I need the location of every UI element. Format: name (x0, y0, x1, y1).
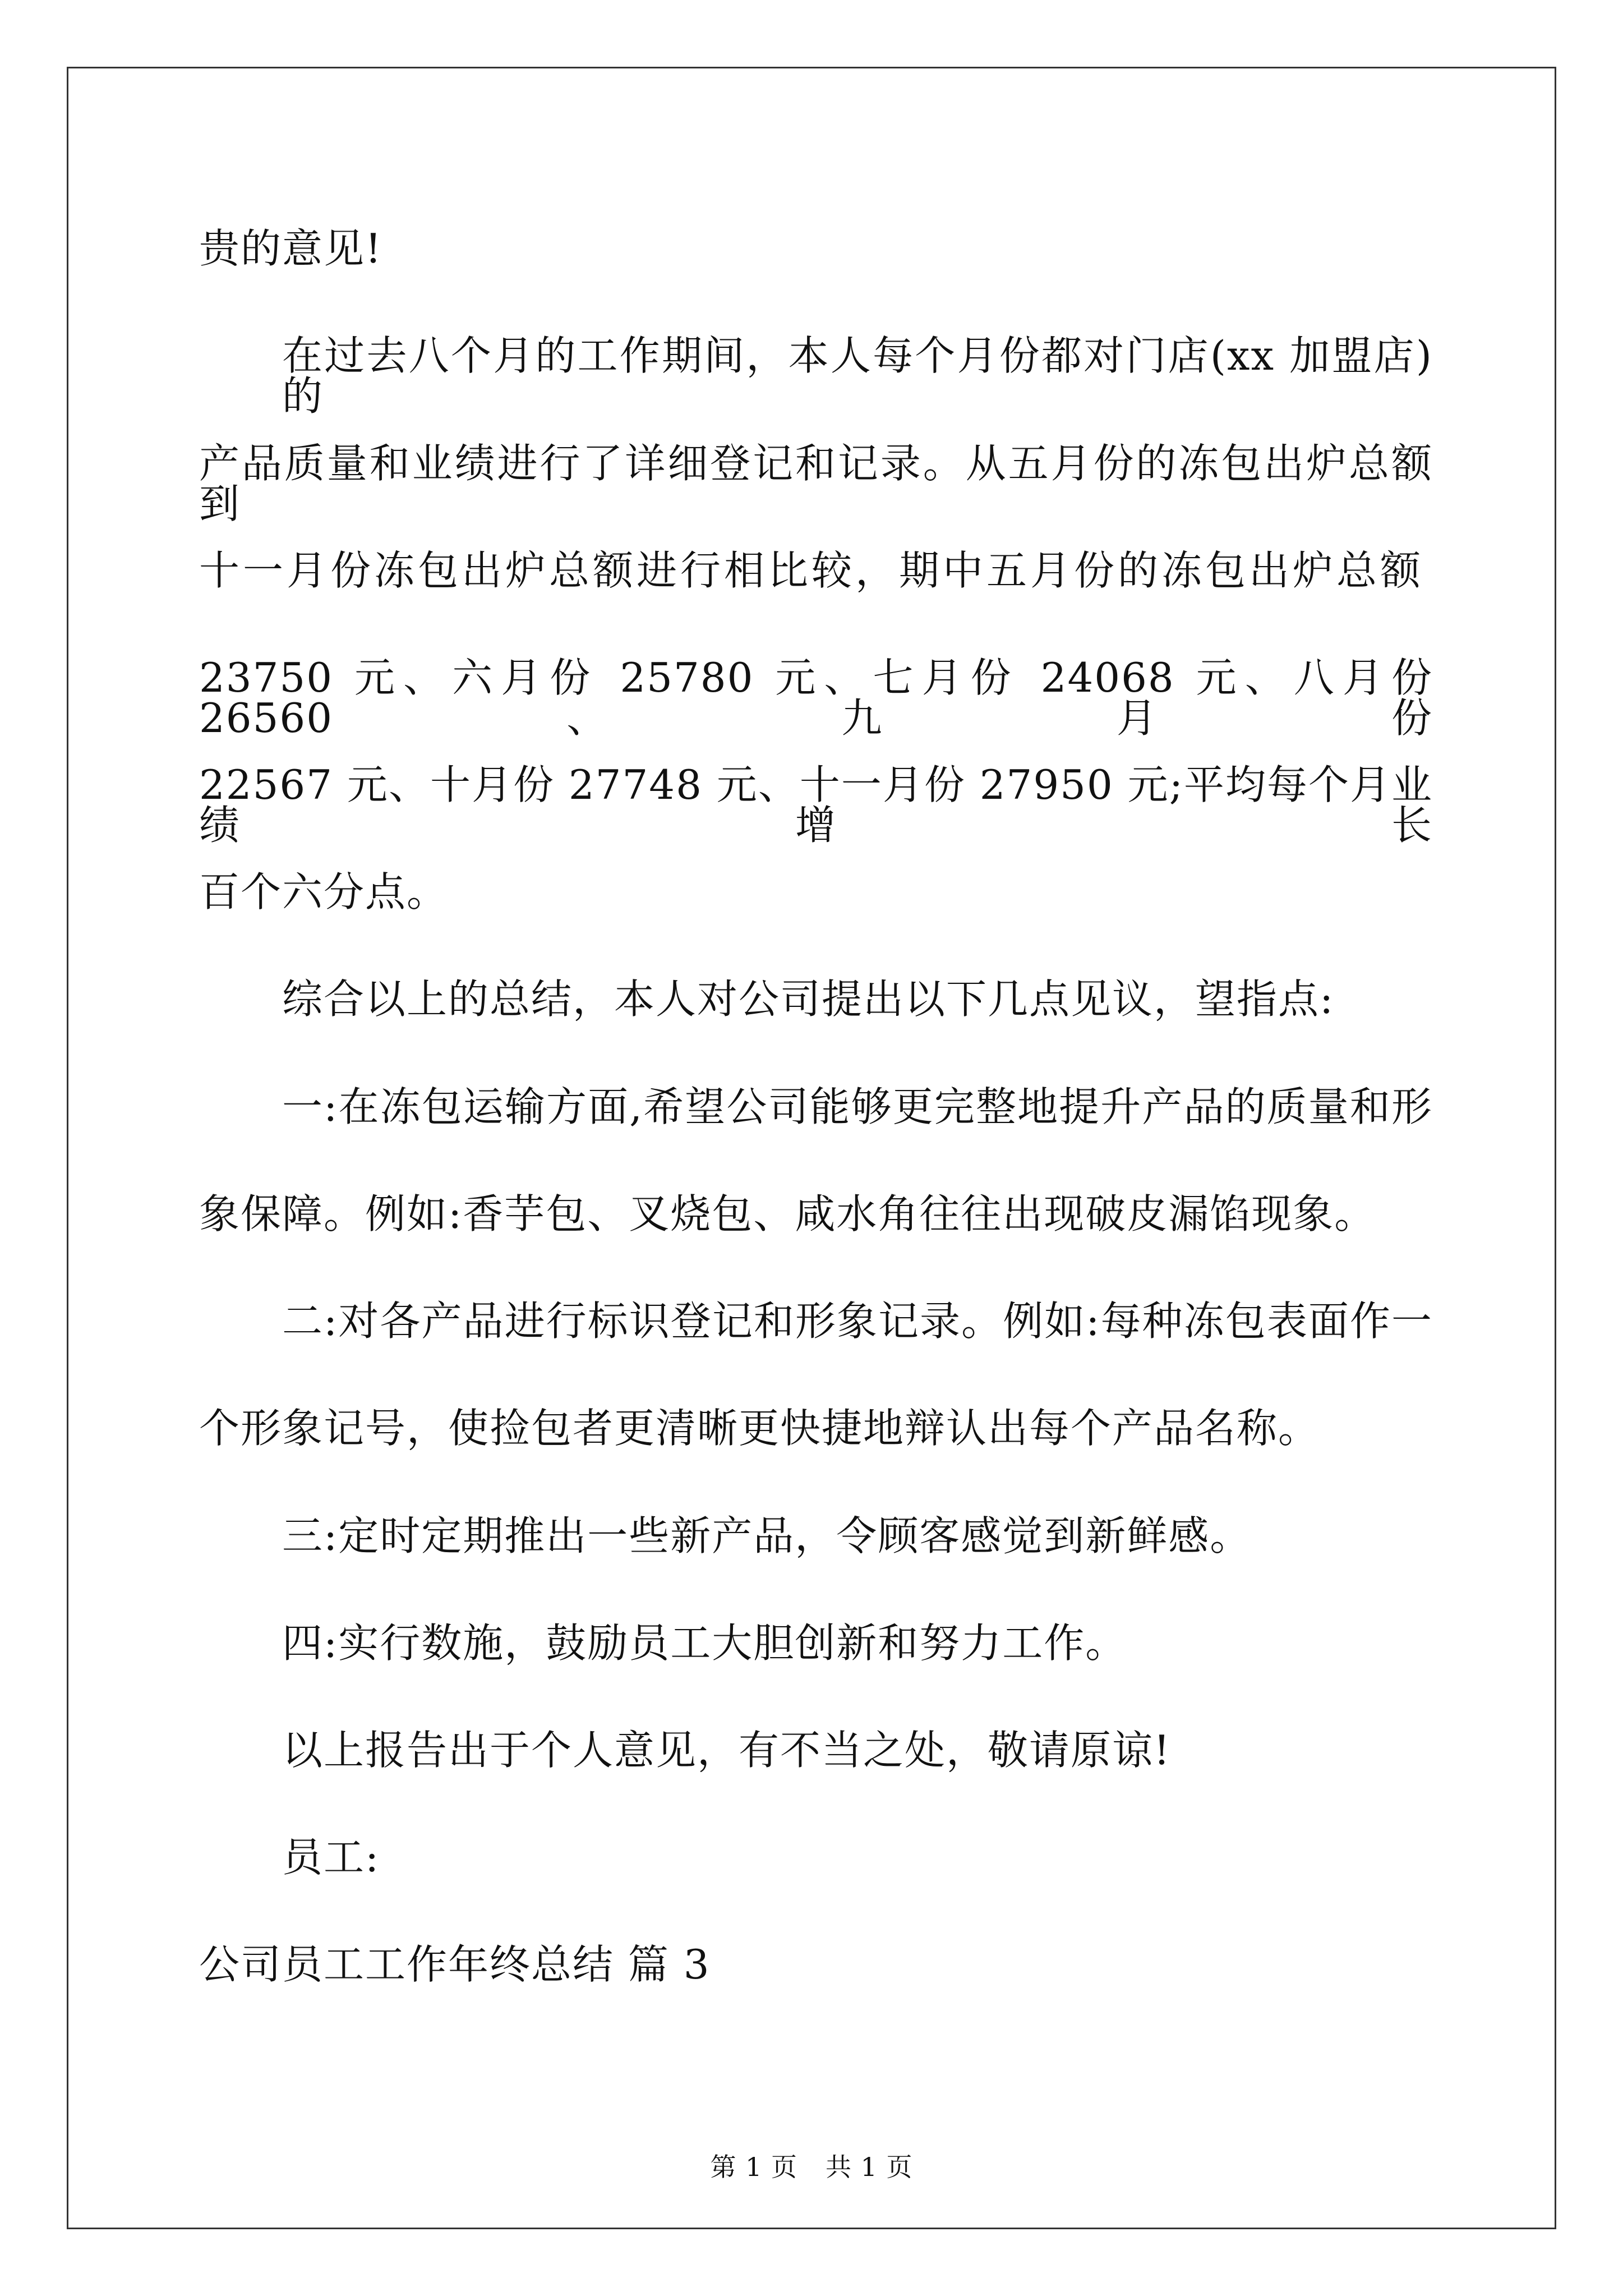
paragraph-line: 十一月份冻包出炉总额进行相比较，期中五月份的冻包出炉总额 (199, 547, 1422, 594)
paragraph-line: 在过去八个月的工作期间，本人每个月份都对门店(xx 加盟店)的 (282, 332, 1433, 420)
paragraph-line: 二:对各产品进行标识登记和形象记录。例如:每种冻包表面作一 (282, 1297, 1433, 1345)
paragraph-line: 四:实行数施，鼓励员工大胆创新和努力工作。 (282, 1619, 1127, 1667)
paragraph-line: 象保障。例如:香芋包、叉烧包、咸水角往往出现破皮漏馅现象。 (199, 1190, 1376, 1237)
paragraph-line: 个形象记号，使捡包者更清晰更快捷地辩认出每个产品名称。 (199, 1405, 1320, 1452)
paragraph-line: 23750 元、六月份 25780 元、七月份 24068 元、八月份 26560、九月份 (199, 654, 1433, 742)
paragraph-line: 百个六分点。 (199, 868, 449, 915)
paragraph-line: 贵的意见! (199, 225, 382, 272)
paragraph-line: 综合以上的总结，本人对公司提出以下几点见议，望指点: (282, 976, 1335, 1023)
paragraph-line: 产品质量和业绩进行了详细登记和记录。从五月份的冻包出炉总额到 (199, 440, 1433, 527)
paragraph-line: 三:定时定期推出一些新产品，令顾客感觉到新鲜感。 (282, 1512, 1252, 1559)
paragraph-line: 一:在冻包运输方面,希望公司能够更完整地提升产品的质量和形 (282, 1083, 1433, 1130)
paragraph-line: 以上报告出于个人意见，有不当之处，敬请原谅! (282, 1727, 1171, 1774)
page-number: 第 1 页 (710, 2152, 797, 2182)
page-total: 共 1 页 (826, 2152, 913, 2182)
paragraph-line: 22567 元、十月份 27748 元、十一月份 27950 元;平均每个月业绩增长 (199, 761, 1433, 849)
page-footer (0, 2154, 1623, 2180)
paragraph-line: 员工: (282, 1834, 380, 1881)
section-heading: 公司员工工作年终总结 篇 3 (199, 1941, 711, 1988)
